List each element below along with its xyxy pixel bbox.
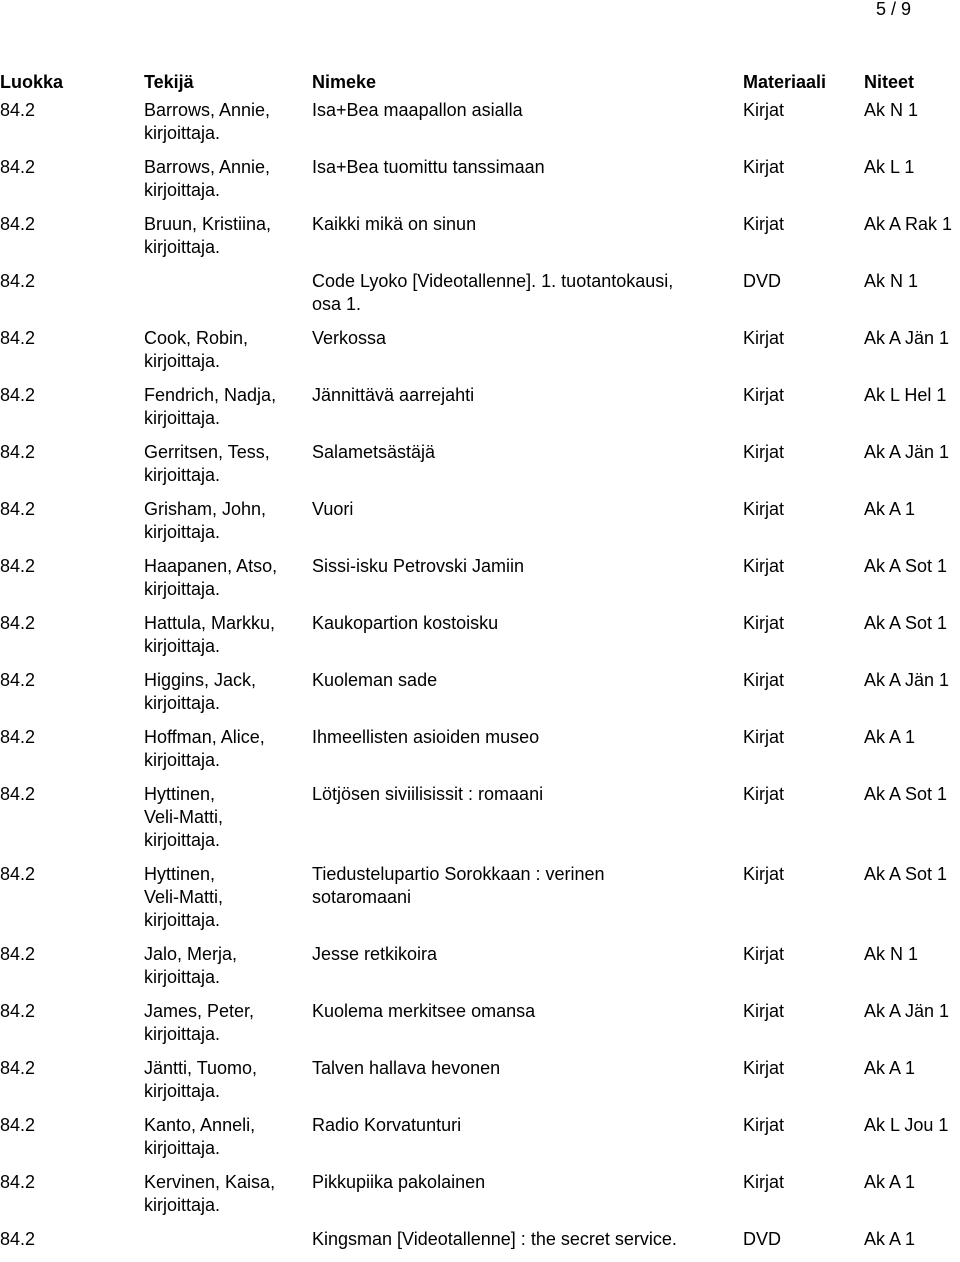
table-row: [0, 156, 960, 213]
tekija-cell: [144, 213, 271, 259]
tekija-line: kirjoittaja.: [144, 693, 221, 713]
tekija-line: kirjoittaja.: [144, 408, 221, 428]
niteet-cell: Ak A 1: [864, 499, 916, 519]
luokka-cell: 84.2: [0, 214, 36, 234]
luokka-cell: 84.2: [0, 1058, 36, 1078]
nimeke-line: Pikkupiika pakolainen: [312, 1172, 486, 1192]
tekija-line: kirjoittaja.: [144, 750, 221, 770]
tekija-cell: [144, 498, 266, 544]
tekija-line: Hyttinen,: [144, 864, 216, 884]
nimeke-line: Jännittävä aarrejahti: [312, 385, 475, 405]
tekija-cell: [144, 1057, 257, 1103]
tekija-cell: [144, 863, 223, 932]
tekija-cell: [144, 612, 275, 658]
table-row: [0, 1114, 960, 1171]
table-row: [0, 1057, 960, 1114]
tekija-line: Hattula, Markku,: [144, 613, 276, 633]
tekija-cell: [144, 943, 237, 989]
niteet-cell: Ak A Sot 1: [864, 613, 948, 633]
nimeke-line: Isa+Bea tuomittu tanssimaan: [312, 157, 545, 177]
materiaali-cell: Kirjat: [743, 1115, 785, 1135]
materiaali-cell: Kirjat: [743, 1172, 785, 1192]
luokka-cell: 84.2: [0, 864, 36, 884]
luokka-cell: 84.2: [0, 328, 36, 348]
niteet-cell: Ak A Jän 1: [864, 1001, 950, 1021]
tekija-line: Haapanen, Atso,: [144, 556, 278, 576]
nimeke-cell: [312, 1228, 677, 1251]
nimeke-line: Kaukopartion kostoisku: [312, 613, 499, 633]
tekija-line: Gerritsen, Tess,: [144, 442, 270, 462]
table-row: [0, 99, 960, 156]
nimeke-line: Talven hallava hevonen: [312, 1058, 501, 1078]
tekija-cell: [144, 1171, 275, 1217]
niteet-cell: Ak A Rak 1: [864, 214, 953, 234]
table-row: [0, 943, 960, 1000]
nimeke-cell: [312, 498, 353, 521]
luokka-cell: 84.2: [0, 1115, 36, 1135]
tekija-line: Jalo, Merja,: [144, 944, 238, 964]
header-nimeke: Nimeke: [312, 72, 377, 92]
nimeke-cell: [312, 943, 437, 966]
tekija-cell: [144, 327, 248, 373]
tekija-line: Higgins, Jack,: [144, 670, 257, 690]
header-luokka: Luokka: [0, 72, 64, 92]
luokka-cell: 84.2: [0, 784, 36, 804]
niteet-cell: Ak A 1: [864, 1229, 916, 1249]
tekija-line: Barrows, Annie,: [144, 157, 271, 177]
nimeke-line: Jesse retkikoira: [312, 944, 438, 964]
nimeke-cell: [312, 441, 435, 464]
tekija-cell: [144, 669, 256, 715]
tekija-line: Kanto, Anneli,: [144, 1115, 256, 1135]
nimeke-line: osa 1.: [312, 294, 362, 314]
nimeke-line: sotaromaani: [312, 887, 412, 907]
tekija-line: kirjoittaja.: [144, 522, 221, 542]
tekija-line: kirjoittaja.: [144, 123, 221, 143]
table-row: [0, 555, 960, 612]
tekija-line: Hyttinen,: [144, 784, 216, 804]
tekija-line: Veli-Matti,: [144, 887, 224, 907]
table-row: [0, 270, 960, 327]
materiaali-cell: Kirjat: [743, 784, 785, 804]
table-row: [0, 726, 960, 783]
materiaali-cell: Kirjat: [743, 556, 785, 576]
nimeke-cell: [312, 612, 498, 635]
table-row: [0, 669, 960, 726]
nimeke-line: Ihmeellisten asioiden museo: [312, 727, 540, 747]
niteet-cell: Ak L 1: [864, 157, 915, 177]
nimeke-cell: [312, 213, 476, 236]
tekija-line: James, Peter,: [144, 1001, 255, 1021]
nimeke-cell: [312, 327, 386, 350]
luokka-cell: 84.2: [0, 385, 36, 405]
tekija-line: kirjoittaja.: [144, 1024, 221, 1044]
nimeke-line: Verkossa: [312, 328, 387, 348]
niteet-cell: Ak A Sot 1: [864, 556, 948, 576]
tekija-line: kirjoittaja.: [144, 910, 221, 930]
nimeke-line: Lötjösen siviilisissit : romaani: [312, 784, 544, 804]
niteet-cell: Ak L Hel 1: [864, 385, 947, 405]
nimeke-cell: [312, 1114, 461, 1137]
luokka-cell: 84.2: [0, 271, 36, 291]
table-body: [0, 99, 960, 1262]
luokka-cell: 84.2: [0, 100, 36, 120]
materiaali-cell: Kirjat: [743, 1001, 785, 1021]
materiaali-cell: Kirjat: [743, 613, 785, 633]
tekija-line: kirjoittaja.: [144, 1081, 221, 1101]
tekija-line: kirjoittaja.: [144, 636, 221, 656]
niteet-cell: Ak A Sot 1: [864, 784, 948, 804]
nimeke-cell: [312, 1000, 535, 1023]
tekija-cell: [144, 783, 223, 852]
nimeke-line: Kuolema merkitsee omansa: [312, 1001, 536, 1021]
tekija-line: kirjoittaja.: [144, 180, 221, 200]
materiaali-cell: Kirjat: [743, 214, 785, 234]
tekija-cell: [144, 1114, 255, 1160]
materiaali-cell: DVD: [743, 1229, 782, 1249]
luokka-cell: 84.2: [0, 442, 36, 462]
table-row: [0, 327, 960, 384]
tekija-line: Jäntti, Tuomo,: [144, 1058, 258, 1078]
nimeke-line: Kuoleman sade: [312, 670, 438, 690]
header-niteet: Niteet: [864, 72, 915, 92]
luokka-cell: 84.2: [0, 1001, 36, 1021]
table-row: [0, 213, 960, 270]
luokka-cell: 84.2: [0, 670, 36, 690]
tekija-line: Hoffman, Alice,: [144, 727, 265, 747]
tekija-line: Kervinen, Kaisa,: [144, 1172, 276, 1192]
nimeke-cell: [312, 726, 539, 749]
nimeke-cell: [312, 99, 523, 122]
luokka-cell: 84.2: [0, 727, 36, 747]
header-tekija: Tekijä: [144, 72, 194, 92]
table-row: [0, 612, 960, 669]
tekija-line: Cook, Robin,: [144, 328, 249, 348]
table-row: [0, 1228, 960, 1262]
catalog-listing: [0, 71, 960, 1262]
niteet-cell: Ak A Jän 1: [864, 328, 950, 348]
nimeke-cell: [312, 384, 474, 407]
nimeke-cell: [312, 1171, 485, 1194]
materiaali-cell: Kirjat: [743, 100, 785, 120]
tekija-line: kirjoittaja.: [144, 1195, 221, 1215]
luokka-cell: 84.2: [0, 556, 36, 576]
header-materiaali: Materiaali: [743, 72, 827, 92]
nimeke-line: Tiedustelupartio Sorokkaan : verinen: [312, 864, 605, 884]
tekija-cell: [144, 384, 276, 430]
nimeke-cell: [312, 270, 673, 316]
niteet-cell: Ak N 1: [864, 944, 919, 964]
materiaali-cell: Kirjat: [743, 670, 785, 690]
materiaali-cell: Kirjat: [743, 864, 785, 884]
tekija-line: kirjoittaja.: [144, 579, 221, 599]
nimeke-line: Sissi-isku Petrovski Jamiin: [312, 556, 525, 576]
table-row: [0, 1000, 960, 1057]
nimeke-cell: [312, 1057, 500, 1080]
luokka-cell: 84.2: [0, 613, 36, 633]
nimeke-line: Code Lyoko [Videotallenne]. 1. tuotantokausi,: [312, 271, 674, 291]
tekija-cell: [144, 726, 265, 772]
tekija-cell: [144, 441, 270, 487]
nimeke-cell: [312, 669, 437, 692]
table-row: [0, 384, 960, 441]
niteet-cell: Ak L Jou 1: [864, 1115, 949, 1135]
tekija-cell: [144, 156, 270, 202]
niteet-cell: Ak N 1: [864, 271, 919, 291]
tekija-cell: [144, 99, 270, 145]
luokka-cell: 84.2: [0, 944, 36, 964]
materiaali-cell: Kirjat: [743, 727, 785, 747]
nimeke-line: Kaikki mikä on sinun: [312, 214, 477, 234]
tekija-line: kirjoittaja.: [144, 351, 221, 371]
nimeke-line: Isa+Bea maapallon asialla: [312, 100, 523, 120]
nimeke-line: Vuori: [312, 499, 354, 519]
nimeke-line: Kingsman [Videotallenne] : the secret service.: [312, 1229, 677, 1249]
niteet-cell: Ak A 1: [864, 1058, 916, 1078]
niteet-cell: Ak A Jän 1: [864, 670, 950, 690]
page-number: 5 / 9: [876, 0, 912, 19]
tekija-line: kirjoittaja.: [144, 237, 221, 257]
table-row: [0, 498, 960, 555]
table-row: [0, 1171, 960, 1228]
tekija-line: Bruun, Kristiina,: [144, 214, 272, 234]
nimeke-cell: [312, 783, 543, 806]
materiaali-cell: Kirjat: [743, 944, 785, 964]
niteet-cell: Ak A Sot 1: [864, 864, 948, 884]
nimeke-cell: [312, 863, 605, 909]
table-header: [0, 71, 960, 99]
niteet-cell: Ak A 1: [864, 1172, 916, 1192]
tekija-line: Veli-Matti,: [144, 807, 224, 827]
tekija-line: kirjoittaja.: [144, 1138, 221, 1158]
materiaali-cell: DVD: [743, 271, 782, 291]
niteet-cell: Ak A 1: [864, 727, 916, 747]
materiaali-cell: Kirjat: [743, 157, 785, 177]
materiaali-cell: Kirjat: [743, 385, 785, 405]
niteet-cell: Ak N 1: [864, 100, 919, 120]
materiaali-cell: Kirjat: [743, 442, 785, 462]
tekija-line: Barrows, Annie,: [144, 100, 271, 120]
nimeke-line: Radio Korvatunturi: [312, 1115, 462, 1135]
luokka-cell: 84.2: [0, 157, 36, 177]
luokka-cell: 84.2: [0, 1229, 36, 1249]
luokka-cell: 84.2: [0, 499, 36, 519]
tekija-cell: [144, 555, 277, 601]
nimeke-cell: [312, 156, 545, 179]
tekija-line: kirjoittaja.: [144, 967, 221, 987]
tekija-line: Fendrich, Nadja,: [144, 385, 277, 405]
tekija-cell: [144, 1000, 254, 1046]
materiaali-cell: Kirjat: [743, 328, 785, 348]
luokka-cell: 84.2: [0, 1172, 36, 1192]
materiaali-cell: Kirjat: [743, 499, 785, 519]
table-row: [0, 441, 960, 498]
table-row: [0, 863, 960, 943]
table-row: [0, 783, 960, 863]
tekija-line: kirjoittaja.: [144, 465, 221, 485]
tekija-line: kirjoittaja.: [144, 830, 221, 850]
nimeke-line: Salametsästäjä: [312, 442, 436, 462]
niteet-cell: Ak A Jän 1: [864, 442, 950, 462]
tekija-line: Grisham, John,: [144, 499, 267, 519]
nimeke-cell: [312, 555, 524, 578]
materiaali-cell: Kirjat: [743, 1058, 785, 1078]
